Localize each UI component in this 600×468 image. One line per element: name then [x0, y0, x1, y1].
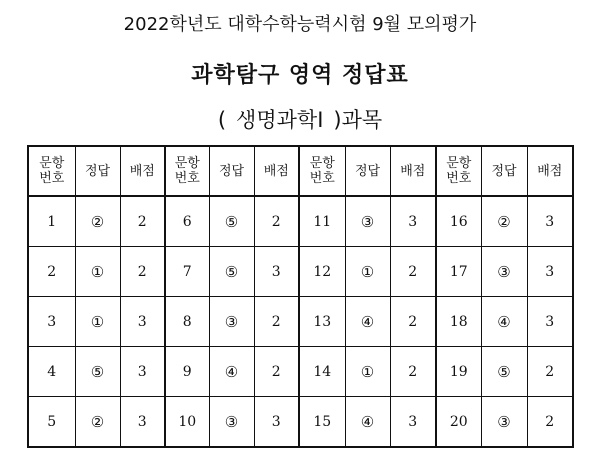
exam-title: 2022학년도 대학수학능력시험 9월 모의평가	[123, 14, 477, 35]
table-row	[28, 297, 573, 347]
points-cell: 3	[120, 347, 165, 397]
header-points: 배점	[390, 146, 436, 196]
header-question-number: 문항 번호	[299, 146, 345, 196]
points-cell: 2	[120, 247, 165, 297]
answer-cell: ④	[345, 397, 390, 448]
subject-open-paren: (	[217, 108, 227, 132]
question-number-cell: 15	[299, 397, 345, 448]
answer-key-title: 과학탐구 영역 정답표	[191, 63, 409, 88]
answer-cell: ③	[209, 397, 254, 448]
points-cell: 3	[120, 397, 165, 448]
question-number-cell: 7	[165, 247, 209, 297]
answer-cell: ⑤	[209, 247, 254, 297]
points-cell: 2	[527, 347, 573, 397]
question-number-cell: 8	[165, 297, 209, 347]
answer-cell: ①	[75, 247, 120, 297]
points-cell: 3	[527, 196, 573, 247]
points-cell: 2	[254, 297, 299, 347]
answer-cell: ③	[209, 297, 254, 347]
header-question-number: 문항 번호	[436, 146, 481, 196]
answer-cell: ⑤	[75, 347, 120, 397]
answer-cell: ④	[209, 347, 254, 397]
points-cell: 2	[254, 196, 299, 247]
question-number-cell: 19	[436, 347, 481, 397]
question-number-cell: 5	[28, 397, 75, 448]
points-cell: 3	[120, 297, 165, 347]
question-number-cell: 20	[436, 397, 481, 448]
answer-cell: ①	[345, 347, 390, 397]
table-row	[28, 247, 573, 297]
header-question-number: 문항 번호	[28, 146, 75, 196]
header-answer: 정답	[75, 146, 120, 196]
header-points: 배점	[527, 146, 573, 196]
subject-close: )과목	[333, 108, 383, 132]
points-cell: 3	[254, 247, 299, 297]
points-cell: 3	[254, 397, 299, 448]
header-question-number: 문항 번호	[165, 146, 209, 196]
answer-cell: ③	[481, 397, 527, 448]
answer-cell: ②	[481, 196, 527, 247]
answer-cell: ④	[481, 297, 527, 347]
question-number-cell: 16	[436, 196, 481, 247]
answer-table	[27, 145, 574, 448]
answer-cell: ②	[75, 397, 120, 448]
answer-cell: ①	[345, 247, 390, 297]
question-number-cell: 9	[165, 347, 209, 397]
header-row	[28, 146, 573, 196]
answer-cell: ④	[345, 297, 390, 347]
header-answer: 정답	[481, 146, 527, 196]
header-points: 배점	[120, 146, 165, 196]
question-number-cell: 1	[28, 196, 75, 247]
answer-cell: ②	[75, 196, 120, 247]
points-cell: 2	[527, 397, 573, 448]
question-number-cell: 13	[299, 297, 345, 347]
answer-cell: ③	[481, 247, 527, 297]
points-cell: 3	[390, 397, 436, 448]
points-cell: 2	[254, 347, 299, 397]
points-cell: 2	[390, 297, 436, 347]
points-cell: 3	[527, 297, 573, 347]
answer-cell: ⑤	[209, 196, 254, 247]
header-answer: 정답	[209, 146, 254, 196]
question-number-cell: 17	[436, 247, 481, 297]
header-points: 배점	[254, 146, 299, 196]
question-number-cell: 4	[28, 347, 75, 397]
points-cell: 3	[390, 196, 436, 247]
points-cell: 3	[527, 247, 573, 297]
question-number-cell: 11	[299, 196, 345, 247]
question-number-cell: 14	[299, 347, 345, 397]
subject-line	[0, 104, 600, 134]
answer-cell: ①	[75, 297, 120, 347]
question-number-cell: 3	[28, 297, 75, 347]
table-row	[28, 397, 573, 448]
answer-cell: ⑤	[481, 347, 527, 397]
question-number-cell: 18	[436, 297, 481, 347]
question-number-cell: 10	[165, 397, 209, 448]
question-number-cell: 2	[28, 247, 75, 297]
table-row	[28, 196, 573, 247]
question-number-cell: 12	[299, 247, 345, 297]
answer-cell: ③	[345, 196, 390, 247]
question-number-cell: 6	[165, 196, 209, 247]
points-cell: 2	[390, 247, 436, 297]
points-cell: 2	[120, 196, 165, 247]
table-row	[28, 347, 573, 397]
points-cell: 2	[390, 347, 436, 397]
header-answer: 정답	[345, 146, 390, 196]
subject-name: 생명과학Ⅰ	[236, 108, 324, 132]
